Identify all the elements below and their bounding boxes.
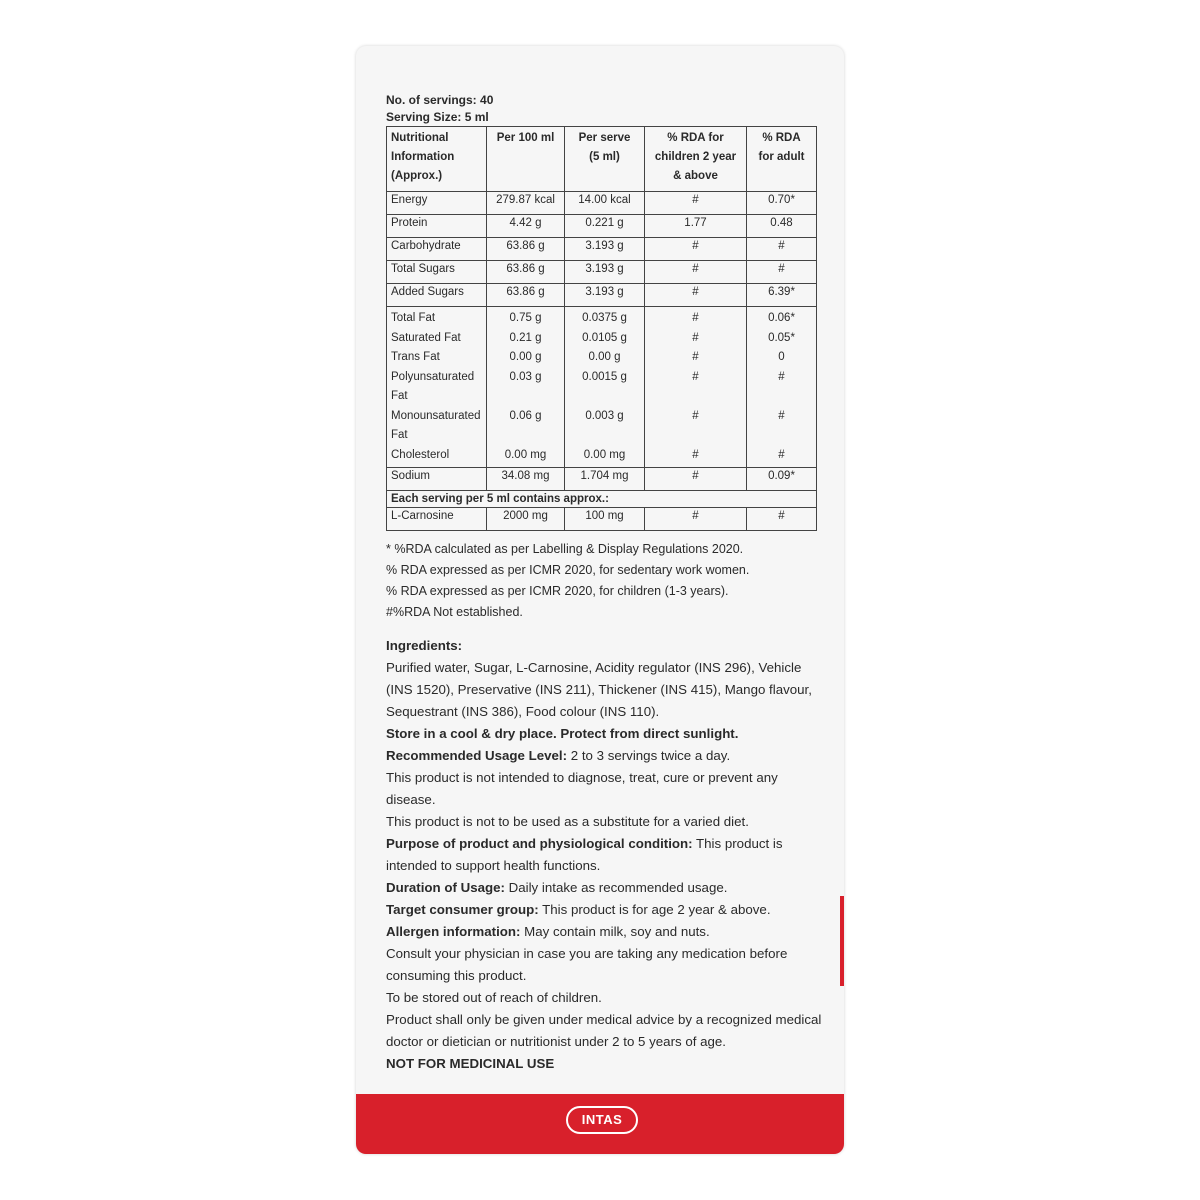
ingredients-text: Purified water, Sugar, L-Carnosine, Acidity regulator (INS 296), Vehicle (INS 1520), Preservative (INS 211), Thickener (INS 415), Mango flavour, Sequestrant (INS 386), Food colour (INS 110). — [386, 660, 812, 719]
red-side-stripe — [840, 896, 844, 986]
fat-line — [569, 426, 640, 446]
table-cell — [747, 307, 817, 468]
header-text-line: & above — [673, 170, 718, 182]
fat-line: # — [692, 351, 699, 363]
table-cell: 34.08 mg — [487, 468, 565, 491]
fat-line: 0.00 mg — [504, 448, 547, 461]
table-cell: 0.221 g — [565, 215, 645, 238]
fat-line: 0.0105 g — [582, 331, 627, 344]
table-cell: 0.09* — [747, 468, 817, 491]
fat-line: 0.06* — [768, 312, 795, 324]
table-cell: 6.39* — [747, 284, 817, 307]
table-header-cell — [747, 127, 817, 192]
fat-line: # — [692, 331, 699, 344]
storage-children: To be stored out of reach of children. — [386, 990, 602, 1005]
fat-line: Saturated Fat — [391, 331, 461, 344]
note-line: * %RDA calculated as per Labelling & Display Regulations 2020. — [386, 542, 744, 556]
header-text-line: for adult — [758, 151, 805, 163]
header-text-line: (Approx.) — [391, 170, 443, 182]
header-text-line: Information — [391, 151, 455, 163]
table-span-cell: Each serving per 5 ml contains approx.: — [387, 491, 817, 508]
table-cell: # — [747, 508, 817, 531]
fat-line: # — [692, 448, 699, 461]
table-row — [387, 261, 817, 284]
table-cell: 1.77 — [645, 215, 747, 238]
note-line: % RDA expressed as per ICMR 2020, for children (1-3 years). — [386, 584, 729, 598]
fat-line: # — [778, 448, 785, 461]
header-text-line: Per 100 ml — [496, 132, 555, 144]
table-header-cell — [487, 127, 565, 192]
fat-line — [649, 387, 742, 407]
fat-line: 0.00 mg — [583, 448, 626, 461]
table-cell: # — [747, 238, 817, 261]
fat-line: 0.00 g — [509, 351, 542, 363]
fat-line: # — [692, 312, 699, 324]
table-row-fat-group — [387, 307, 817, 468]
table-cell: L-Carnosine — [387, 508, 487, 531]
table-cell: 63.86 g — [487, 261, 565, 284]
usage-level: Recommended Usage Level: 2 to 3 servings twice a day. — [386, 748, 731, 763]
serving-size: Serving Size: 5 ml — [386, 110, 489, 124]
intas-logo: INTAS — [566, 1106, 638, 1134]
table-cell: 3.193 g — [565, 261, 645, 284]
fat-line — [491, 426, 560, 446]
fat-line — [569, 387, 640, 407]
fat-line: 0.00 g — [588, 351, 621, 363]
note-line: % RDA expressed as per ICMR 2020, for sedentary work women. — [386, 563, 750, 577]
table-cell: # — [645, 261, 747, 284]
servings-count: No. of servings: 40 — [386, 93, 494, 107]
table-cell: Carbohydrate — [387, 238, 487, 261]
fat-line: Fat — [391, 429, 408, 441]
disclaimer-diet: This product is not to be used as a substitute for a varied diet. — [386, 814, 749, 829]
fat-line: 0.05* — [768, 331, 795, 344]
table-cell: Protein — [387, 215, 487, 238]
header-text-line: % RDA — [762, 132, 801, 144]
table-cell: 0.70* — [747, 192, 817, 215]
fat-line: # — [692, 409, 699, 422]
consult-physician: Consult your physician in case you are taking any medication before consuming this product. — [386, 946, 788, 983]
table-cell — [387, 307, 487, 468]
disclaimer-diagnose: This product is not intended to diagnose, treat, cure or prevent any disease. — [386, 770, 778, 807]
header-text-line: children 2 year — [654, 151, 737, 163]
fat-line — [751, 426, 812, 446]
fat-line: # — [692, 370, 699, 383]
table-row — [387, 192, 817, 215]
table-cell — [565, 307, 645, 468]
table-cell: 63.86 g — [487, 284, 565, 307]
table-row — [387, 215, 817, 238]
medical-advice: Product shall only be given under medical advice by a recognized medical doctor or dietician or nutritionist under 2 to 5 years of age. — [386, 1012, 822, 1049]
label-content — [386, 92, 826, 1075]
fat-line: 0.06 g — [509, 409, 542, 422]
fat-line: Total Fat — [391, 312, 436, 324]
table-header-row — [387, 127, 817, 192]
table-cell: 63.86 g — [487, 238, 565, 261]
table-cell: # — [645, 238, 747, 261]
table-cell — [645, 307, 747, 468]
header-text-line: (5 ml) — [589, 151, 620, 163]
table-cell: 2000 mg — [487, 508, 565, 531]
table-cell: 3.193 g — [565, 284, 645, 307]
fat-line: 0 — [778, 351, 785, 363]
fat-line: 0.21 g — [509, 331, 542, 344]
ingredients-section — [386, 635, 826, 1075]
rda-notes — [386, 539, 826, 623]
table-header-cell — [645, 127, 747, 192]
nutrition-table — [386, 126, 817, 531]
table-row — [387, 468, 817, 491]
table-cell: # — [747, 261, 817, 284]
fat-line: Fat — [391, 390, 408, 402]
fat-line: 0.03 g — [509, 370, 542, 383]
table-cell: 0.48 — [747, 215, 817, 238]
fat-line: # — [778, 409, 785, 422]
fat-line: # — [778, 370, 785, 383]
fat-line: 0.0015 g — [582, 370, 627, 383]
table-header-cell — [565, 127, 645, 192]
table-row — [387, 284, 817, 307]
allergen-info: Allergen information: May contain milk, soy and nuts. — [386, 924, 710, 939]
table-cell: Added Sugars — [387, 284, 487, 307]
note-line: #%RDA Not established. — [386, 605, 523, 619]
purpose-statement: Purpose of product and physiological condition: This product is intended to support health functions. — [386, 836, 783, 873]
fat-line: 0.0375 g — [582, 312, 627, 324]
table-cell: 100 mg — [565, 508, 645, 531]
fat-line: Monounsaturated — [391, 409, 481, 422]
table-cell: # — [645, 468, 747, 491]
table-cell: Energy — [387, 192, 487, 215]
table-cell: 1.704 mg — [565, 468, 645, 491]
fat-line: Polyunsaturated — [391, 370, 475, 383]
table-cell: 3.193 g — [565, 238, 645, 261]
ingredients-title: Ingredients: — [386, 638, 463, 653]
fat-line: Cholesterol — [391, 448, 450, 461]
fat-line: Trans Fat — [391, 351, 440, 363]
table-cell: 279.87 kcal — [487, 192, 565, 215]
fat-line: 0.75 g — [509, 312, 542, 324]
target-group: Target consumer group: This product is for age 2 year & above. — [386, 902, 771, 917]
fat-line — [751, 387, 812, 407]
table-cell: 4.42 g — [487, 215, 565, 238]
storage-instructions: Store in a cool & dry place. Protect from direct sunlight. — [386, 726, 739, 741]
header-text-line: Per serve — [578, 132, 631, 144]
fat-line: 0.003 g — [585, 409, 624, 422]
table-header-cell — [387, 127, 487, 192]
table-cell — [487, 307, 565, 468]
product-label-panel — [356, 46, 844, 1154]
fat-line — [649, 426, 742, 446]
table-cell: Total Sugars — [387, 261, 487, 284]
table-cell: # — [645, 192, 747, 215]
table-row-span — [387, 491, 817, 508]
brand-footer-bar — [356, 1094, 844, 1154]
table-row — [387, 508, 817, 531]
table-row — [387, 238, 817, 261]
not-medicinal-warning: NOT FOR MEDICINAL USE — [386, 1056, 555, 1071]
table-cell: Sodium — [387, 468, 487, 491]
table-cell: # — [645, 508, 747, 531]
table-cell: # — [645, 284, 747, 307]
header-text-line: % RDA for — [667, 132, 724, 144]
header-text-line: Nutritional — [391, 132, 449, 144]
duration-usage: Duration of Usage: Daily intake as recommended usage. — [386, 880, 728, 895]
fat-line — [491, 387, 560, 407]
table-cell: 14.00 kcal — [565, 192, 645, 215]
